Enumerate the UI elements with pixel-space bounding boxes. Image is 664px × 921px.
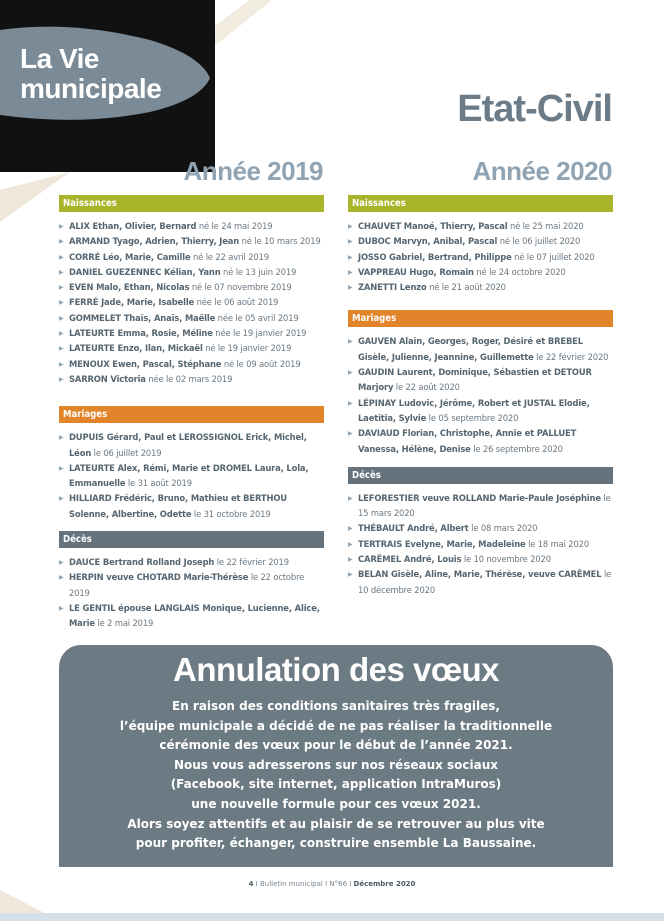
entry-name: SARRON Victoria — [69, 373, 146, 384]
entry-detail: né le 24 mai 2019 — [198, 221, 273, 231]
entry-detail: né le 21 août 2020 — [429, 282, 506, 293]
list-item — [348, 234, 613, 249]
list-item — [348, 396, 613, 427]
header-corner-block — [0, 0, 215, 172]
entry-name: LÉPINAY Ludovic, Jérôme, Robert et JUSTAL Elodie, Laetitia, Sylvie — [358, 397, 590, 423]
list-item — [59, 570, 324, 601]
entry-name: LATEURTE Emma, Rosie, Méline — [69, 328, 213, 339]
entry-name: GAUVEN Alain, Georges, Roger, Désiré et BREBEL Gisèle, Julienne, Jeannine, Guillemette — [358, 336, 583, 362]
banner-line: l’équipe municipale a décidé de ne pas réaliser la traditionnelle — [119, 718, 553, 733]
entry-name: LEFORESTIER veuve ROLLAND Marie-Paule Joséphine — [358, 492, 601, 503]
entry-detail: le 08 mars 2020 — [471, 523, 538, 534]
marriages-2019-header: Mariages — [59, 406, 324, 423]
list-item — [348, 521, 613, 536]
births-2019-list — [59, 219, 324, 387]
list-item — [348, 265, 613, 280]
entry-name: CHAUVET Manoé, Thierry, Pascal — [358, 221, 508, 231]
entry-detail: né le 10 mars 2019 — [241, 236, 321, 247]
banner-line: En raison des conditions sanitaires très fragiles, — [172, 699, 500, 713]
list-item — [59, 372, 324, 387]
list-item — [348, 334, 613, 365]
page-title: Etat-Civil — [457, 88, 612, 130]
entry-name: BELAN Gisèle, Aline, Marie, Thérèse, veuve CARÊMEL — [358, 569, 602, 580]
entry-name: VAPPREAU Hugo, Romain — [358, 266, 474, 277]
entry-name: GAUDIN Laurent, Dominique, Sébastien et DETOUR Marjory — [358, 367, 592, 393]
list-item — [59, 219, 324, 234]
entry-name: MENOUX Ewen, Pascal, Stéphane — [69, 358, 222, 369]
banner-title: Annulation des vœux — [172, 651, 499, 688]
footer-separator: I — [322, 880, 330, 888]
list-item — [348, 537, 613, 552]
births-2020-header: Naissances — [348, 195, 613, 212]
entry-name: CARÊMEL André, Louis — [358, 554, 462, 565]
list-item — [348, 280, 613, 295]
list-item — [59, 341, 324, 356]
entry-detail: née le 02 mars 2019 — [148, 373, 233, 384]
entry-name: LE GENTIL épouse LANGLAIS Monique, Lucienne, Alice, Marie — [69, 602, 320, 629]
entry-name: DAVIAUD Florian, Christophe, Annie et PALLUET Vanessa, Hélène, Denise — [358, 428, 577, 454]
entry-name: DANIEL GUEZENNEC Kélian, Yann — [69, 266, 221, 277]
list-item — [348, 365, 613, 396]
list-item — [59, 601, 324, 632]
entry-detail: le 31 août 2019 — [127, 478, 192, 489]
entry-detail: le 22 octobre 2019 — [69, 572, 305, 598]
births-2020-list — [348, 219, 613, 295]
entry-detail: né le 06 juillet 2020 — [499, 236, 581, 247]
list-item — [59, 555, 324, 570]
entry-name: THÉBAULT André, Albert — [358, 523, 469, 534]
list-item — [348, 552, 613, 567]
entry-detail: le 26 septembre 2020 — [473, 443, 563, 454]
entry-name: GOMMELET Thaïs, Anaïs, Maëlle — [69, 312, 216, 323]
entry-detail: née le 05 avril 2019 — [217, 312, 299, 323]
deaths-2020-header: Décès — [348, 467, 613, 484]
entry-name: CORRÉ Léo, Marie, Camille — [69, 251, 191, 262]
list-item — [348, 250, 613, 265]
banner-line: cérémonie des vœux pour le début de l’année 2021. — [159, 738, 513, 753]
entry-detail: né le 19 janvier 2019 — [205, 343, 292, 354]
entry-detail: né le 25 mai 2020 — [509, 221, 584, 231]
entry-name: DAUCE Bertrand Rolland Joseph — [69, 557, 215, 568]
entry-detail: née le 06 août 2019 — [196, 297, 279, 308]
announcement-banner — [59, 645, 613, 867]
list-item — [59, 265, 324, 280]
entry-detail: le 22 août 2020 — [395, 382, 460, 393]
list-item — [348, 426, 613, 457]
deaths-2020-list — [348, 491, 613, 598]
list-item — [59, 461, 324, 492]
entry-detail: le 06 juillet 2019 — [93, 447, 162, 458]
banner-line: Alors soyez attentifs et au plaisir de se retrouver au plus vite — [127, 816, 545, 831]
entry-detail: né le 07 juillet 2020 — [514, 251, 595, 262]
entry-detail: le 05 septembre 2020 — [428, 412, 519, 423]
banner-line: (Facebook, site internet, application IntraMuros) — [170, 777, 502, 792]
list-item — [59, 326, 324, 341]
entry-name: DUBOC Marvyn, Anibal, Pascal — [358, 236, 498, 247]
entry-detail: le 31 octobre 2019 — [193, 508, 271, 519]
page-footer — [0, 880, 664, 888]
list-item — [59, 357, 324, 372]
list-item — [59, 430, 324, 461]
year-2019-heading: Année 2019 — [183, 156, 323, 186]
entry-name: DUPUIS Gérard, Paul et LEROSSIGNOL Erick, Michel, Léon — [69, 432, 307, 458]
births-2019-header: Naissances — [59, 195, 324, 212]
marriages-2020-header: Mariages — [348, 310, 613, 327]
list-item — [59, 295, 324, 310]
footer-date: Décembre 2020 — [353, 880, 416, 888]
list-item — [59, 234, 324, 249]
entry-detail: le 18 mai 2020 — [528, 538, 590, 549]
entry-detail: le 22 février 2020 — [536, 351, 609, 362]
banner-line: Nous vous adresserons sur nos réseaux sociaux — [173, 757, 499, 772]
list-item — [59, 491, 324, 522]
list-item — [348, 219, 613, 234]
deaths-2019-list — [59, 555, 324, 631]
entry-detail: le 15 mars 2020 — [358, 492, 611, 519]
entry-detail: le 2 mai 2019 — [97, 618, 154, 629]
header-title-line2: municipale — [20, 73, 162, 104]
list-item — [59, 280, 324, 295]
entry-name: ZANETTI Lenzo — [358, 282, 427, 293]
entry-name: JOSSO Gabriel, Bertrand, Philippe — [358, 251, 512, 262]
entry-detail: né le 07 novembre 2019 — [191, 282, 292, 293]
marriages-2019-list — [59, 430, 324, 522]
entry-detail: le 22 février 2019 — [216, 557, 289, 568]
list-item — [348, 567, 613, 598]
footer-separator: I — [347, 880, 354, 888]
section-header-title — [20, 44, 161, 104]
banner-line: pour profiter, échanger, construire ensemble La Baussaine. — [135, 836, 537, 851]
entry-name: LATEURTE Alex, Rémi, Marie et DROMEL Laura, Lola, Emmanuelle — [69, 462, 309, 489]
list-item — [348, 491, 613, 522]
entry-detail: né le 09 août 2019 — [223, 358, 301, 369]
entry-name: ALIX Ethan, Olivier, Bernard — [69, 221, 197, 231]
column-2019 — [59, 195, 324, 632]
entry-name: HILLIARD Frédéric, Bruno, Mathieu et BERTHOU Solenne, Albertine, Odette — [69, 493, 287, 519]
footer-publication: Bulletin municipal — [259, 880, 323, 888]
entry-detail: née le 19 janvier 2019 — [215, 328, 307, 339]
page-number: 4 — [248, 880, 254, 888]
entry-name: LATEURTE Enzo, Ilan, Mickaël — [69, 343, 203, 354]
entry-detail: le 10 novembre 2020 — [463, 554, 551, 565]
header-title-line1: La Vie — [20, 43, 99, 74]
entry-detail: né le 13 juin 2019 — [223, 266, 297, 277]
footer-issue: N°66 — [329, 880, 348, 888]
bottom-strip — [0, 913, 664, 921]
marriages-2020-list — [348, 334, 613, 456]
entry-name: FERRÉ Jade, Marie, Isabelle — [69, 297, 195, 308]
entry-detail: le 10 décembre 2020 — [358, 569, 612, 595]
column-2020 — [348, 195, 613, 598]
entry-name: TERTRAIS Evelyne, Marie, Madeleine — [358, 538, 526, 549]
banner-line: une nouvelle formule pour ces vœux 2021. — [191, 796, 481, 811]
list-item — [59, 311, 324, 326]
entry-name: EVEN Malo, Ethan, Nicolas — [69, 282, 190, 293]
entry-detail: né le 24 octobre 2020 — [476, 266, 566, 277]
entry-name: ARMAND Tyago, Adrien, Thierry, Jean — [69, 236, 240, 247]
entry-name: HERPIN veuve CHOTARD Marie-Thérèse — [69, 572, 249, 583]
footer-separator: I — [253, 880, 260, 888]
year-2020-heading: Année 2020 — [472, 156, 612, 186]
banner-body — [59, 697, 613, 854]
deaths-2019-header: Décès — [59, 531, 324, 548]
entry-detail: né le 22 avril 2019 — [193, 251, 269, 262]
list-item — [59, 250, 324, 265]
